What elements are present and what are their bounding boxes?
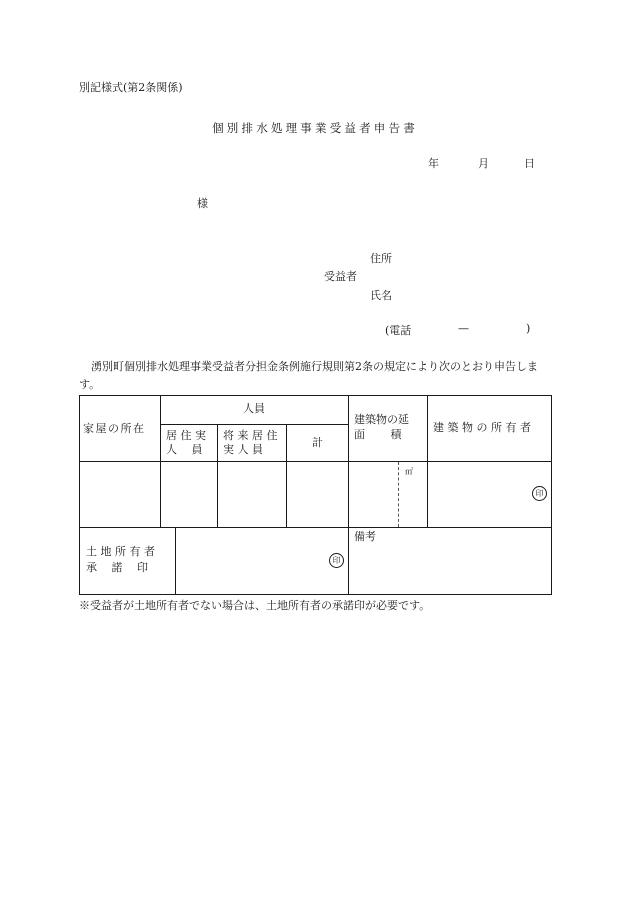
area-dashed-divider [398,462,399,527]
applicant-label: 受益者 [324,270,357,283]
name-label: 氏名 [370,289,392,302]
total-header: 計 [312,436,323,449]
building-owner-header: 建 築 物 の 所 有 者 [433,421,531,434]
date-year: 年 [428,157,439,170]
address-label: 住所 [370,252,392,265]
form-label: 別記様式(第2条関係) [79,81,183,94]
addressee-honorific: 様 [197,197,208,210]
floor-area-header-line2: 面 積 [354,428,402,441]
rule-col-5 [427,395,428,528]
rule-persons-under [160,424,348,425]
floor-area-header-line1: 建築物の延 [354,413,409,426]
house-location-header: 家屋の所在 [83,422,146,435]
rule-col-2 [217,424,218,528]
land-owner-header-line1: 土 地 所 有 者 [86,545,155,558]
footnote: ※受益者が土地所有者でない場合は、土地所有者の承諾印が必要です。 [79,599,431,612]
land-owner-seal-mark: 印 [329,553,344,568]
document-title: 個別排水処理事業受益者申告書 [212,121,418,135]
area-unit: ㎡ [405,467,413,476]
rule-col-1 [160,395,161,528]
table-border-right [551,395,552,595]
persons-header: 人員 [243,402,265,415]
rule-header-bottom [79,461,552,462]
remarks-label: 備考 [354,530,376,543]
table-border-top [79,395,552,396]
phone-open: (電話 [385,324,412,337]
owner-seal-mark: 印 [532,486,547,501]
land-owner-header-line2: 承 諾 印 [86,561,148,574]
rule-land-owner [175,527,176,595]
rule-col-4 [348,395,349,595]
phone-dash: — [458,322,469,335]
phone-close: ) [526,322,531,335]
residents-header-line1: 居 住 実 [166,429,206,442]
residents-header-line2: 人 員 [166,443,203,456]
date-day: 日 [524,157,535,170]
table-border-left [79,395,80,595]
future-residents-header-line2: 実 人 員 [223,443,263,456]
rule-data-bottom [79,527,552,528]
rule-col-3 [286,424,287,528]
table-border-bottom [79,594,552,595]
future-residents-header-line1: 将 来 居 住 [223,429,278,442]
intro-text: 湧別町個別排水処理事業受益者分担金条例施行規則第2条の規定により次のとおり申告します。 [79,360,538,391]
date-month: 月 [478,157,489,170]
